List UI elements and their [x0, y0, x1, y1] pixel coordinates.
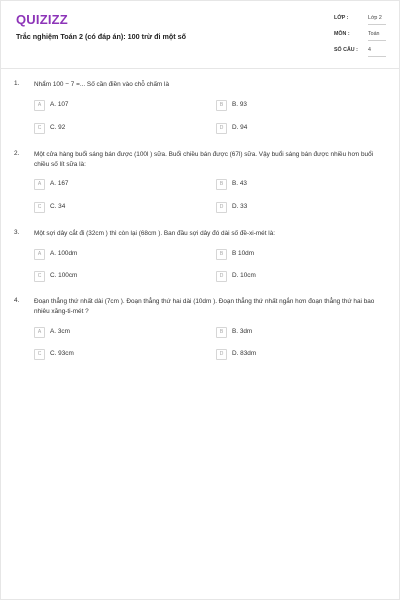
option-text: A. 107 — [50, 101, 69, 108]
option-text: A. 3cm — [50, 328, 70, 335]
option-letter-box: C — [34, 349, 45, 360]
option-letter-box: B — [216, 179, 227, 190]
meta-class-value: Lớp 2 — [368, 15, 382, 21]
option-text: C. 93cm — [50, 350, 74, 357]
option-text: C. 34 — [50, 203, 66, 210]
worksheet-header — [0, 0, 400, 68]
meta-class-row — [334, 15, 386, 31]
option-text: B. 3dm — [232, 328, 253, 335]
option-text: B 10dm — [232, 250, 255, 257]
worksheet-meta — [334, 15, 386, 63]
option-letter-box: D — [216, 123, 227, 134]
option-text: D. 83dm — [232, 350, 257, 357]
meta-class-label: LỚP : — [334, 15, 349, 21]
option-letter-box: C — [34, 123, 45, 134]
option-text: D. 10cm — [232, 272, 256, 279]
meta-subject-value: Toán — [368, 31, 380, 37]
option-text: C. 92 — [50, 124, 66, 131]
option-text: A. 100dm — [50, 250, 78, 257]
meta-count-underline — [368, 56, 386, 57]
option-letter-box: D — [216, 349, 227, 360]
option-letter-box: B — [216, 100, 227, 111]
meta-class-underline — [368, 24, 386, 25]
option-letter-box: C — [34, 271, 45, 282]
worksheet-title: Trắc nghiệm Toán 2 (có đáp án): 100 trừ đi một số — [16, 32, 187, 41]
question-text: Đoạn thẳng thứ nhất dài (7cm ). Đoạn thẳng thứ hai dài (10dm ). Đoạn thẳng thứ nhất ngắn hơn đoạn thẳng thứ hai bao nhiêu xăng-ti-mét ? — [34, 298, 375, 315]
question-number: 2. — [14, 150, 20, 157]
option-letter-box: D — [216, 271, 227, 282]
meta-count-value: 4 — [368, 47, 371, 53]
option-letter-box: A — [34, 249, 45, 260]
option-letter-box: A — [34, 100, 45, 111]
meta-subject-label: MÔN : — [334, 31, 350, 37]
header-divider — [0, 68, 400, 69]
option-text: D. 94 — [232, 124, 248, 131]
meta-count-label: SỐ CÂU : — [334, 47, 358, 53]
option-text: D. 33 — [232, 203, 248, 210]
option-letter-box: A — [34, 179, 45, 190]
meta-subject-row — [334, 31, 386, 47]
option-letter-box: B — [216, 327, 227, 338]
option-text: C. 100cm — [50, 272, 78, 279]
meta-count-row — [334, 47, 386, 63]
option-text: B. 93 — [232, 101, 247, 108]
option-letter-box: B — [216, 249, 227, 260]
question-number: 4. — [14, 297, 20, 304]
question-number: 3. — [14, 229, 20, 236]
question-number: 1. — [14, 80, 20, 87]
question-text: Nhẩm 100 − 7 =... Số cần điền vào chỗ chấm là — [34, 81, 169, 88]
question-text: Một cửa hàng buổi sáng bán được (100l ) sữa. Buổi chiều bán được (67l) sữa. Vậy buổi sáng bán được nhiều hơn buổi chiều số lít sữa là: — [34, 151, 374, 168]
meta-subject-underline — [368, 40, 386, 41]
option-text: B. 43 — [232, 180, 247, 187]
option-text: A. 167 — [50, 180, 69, 187]
question-text: Một sợi dây cắt đi (32cm ) thì còn lại (68cm ). Ban đầu sợi dây đó dài số đề-xi-mét là: — [34, 230, 276, 237]
option-letter-box: D — [216, 202, 227, 213]
option-letter-box: A — [34, 327, 45, 338]
quizizz-logo: QUIZIZZ — [16, 12, 68, 27]
option-letter-box: C — [34, 202, 45, 213]
